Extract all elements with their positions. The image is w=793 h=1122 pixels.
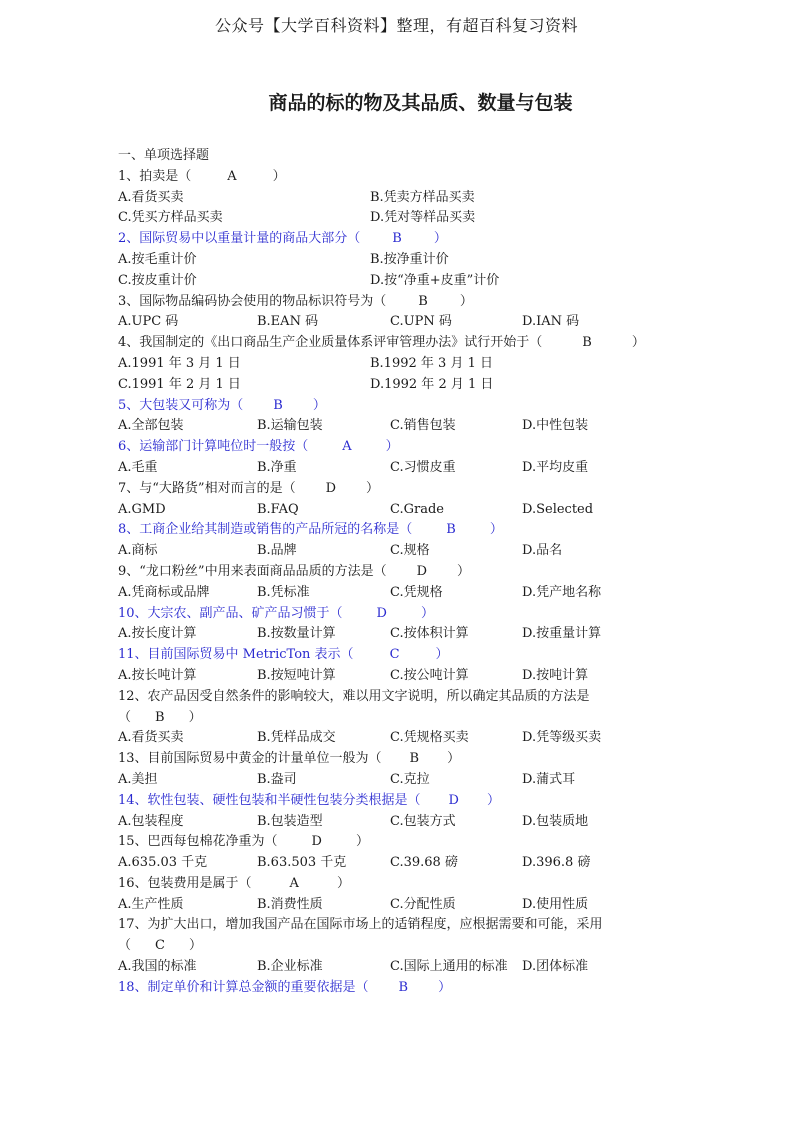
question-text: 1、拍卖是（ [118, 168, 192, 184]
option-item: B.EAN 码 [257, 314, 319, 330]
option-item: B.按数量计算 [257, 626, 336, 642]
question-text: 6、运输部门计算吨位时一般按（ [118, 439, 309, 455]
question-text: 15、巴西每包棉花净重为（ [118, 834, 278, 850]
option-item: C.国际上通用的标准 [390, 959, 508, 975]
option-item: A.商标 [118, 543, 158, 559]
option-item: C.分配性质 [390, 896, 456, 912]
answer-letter: B [392, 231, 402, 247]
option-row [118, 728, 678, 749]
option-row [118, 666, 678, 687]
option-row [118, 770, 678, 791]
option-item: C.按体积计算 [390, 626, 469, 642]
question-text: 4、我国制定的《出口商品生产企业质量体系评审管理办法》试行开始于（ [118, 335, 543, 351]
option-item: A.635.03 千克 [118, 855, 208, 871]
option-item: B.包装造型 [257, 813, 323, 829]
answer-letter: D [448, 792, 459, 808]
answer-letter: D [416, 563, 428, 579]
option-item: B.盎司 [257, 771, 297, 787]
question-stem [118, 396, 678, 417]
option-item: C.克拉 [390, 771, 430, 787]
question-stem [118, 874, 678, 895]
answer-close: ） [459, 293, 473, 309]
question-text: 9、“龙口粉丝”中用来表面商品品质的方法是（ [118, 563, 387, 579]
option-item: B.按净重计价 [370, 251, 449, 267]
answer-letter: A [289, 875, 299, 891]
option-item: D.IAN 码 [522, 314, 580, 330]
option-item: A.看货买卖 [118, 189, 184, 205]
answer-close: ） [272, 168, 286, 184]
question-text: 7、与“大路货”相对而言的是（ [118, 480, 296, 496]
option-item: D.包装质地 [522, 813, 589, 829]
page-header: 公众号【大学百科资料】整理，有超百科复习资料 [214, 16, 578, 35]
option-item: C.习惯皮重 [390, 459, 456, 475]
answer-close: ） [433, 231, 447, 247]
option-item: A.毛重 [118, 459, 158, 475]
answer-letter: C [389, 647, 400, 663]
option-row [118, 541, 678, 562]
question-text: 13、目前国际贸易中黄金的计量单位一般为（ [118, 751, 382, 767]
option-row [118, 624, 678, 645]
answer-letter: D [376, 605, 387, 621]
answer-letter: B [155, 709, 165, 725]
question-text: 14、软性包装、硬性包装和半硬性包装分类根据是（ [118, 792, 421, 808]
option-item: B.企业标准 [257, 959, 323, 975]
answer-close: ） [631, 335, 645, 351]
option-item: B.63.503 千克 [257, 855, 347, 871]
question-stem [118, 562, 678, 583]
option-item: D.凭对等样品买卖 [370, 210, 476, 226]
answer-letter: A [227, 168, 237, 184]
option-item: C.1991 年 2 月 1 日 [118, 376, 241, 392]
option-item: A.UPC 码 [118, 314, 179, 330]
answer-letter: B [418, 293, 428, 309]
question-text: 11、目前国际贸易中 MetricTon 表示（ [118, 647, 354, 663]
question-stem [118, 832, 678, 853]
question-stem [118, 791, 678, 812]
option-item: A.美担 [118, 771, 158, 787]
option-item: D.按重量计算 [522, 626, 602, 642]
answer-close: ） [188, 938, 202, 954]
section-heading: 一、单项选择题 [118, 148, 210, 163]
option-item: B.运输包装 [257, 418, 323, 434]
answer-letter: B [446, 522, 456, 538]
option-row [118, 354, 678, 375]
option-row [118, 375, 678, 396]
option-row [118, 416, 678, 437]
option-item: D.凭等级买卖 [522, 730, 602, 746]
answer-close: ） [366, 480, 380, 496]
option-row [118, 458, 678, 479]
answer-close: ） [420, 605, 434, 621]
answer-close: ） [457, 563, 471, 579]
option-item: A.生产性质 [118, 896, 184, 912]
option-item: B.凭标准 [257, 584, 310, 600]
option-item: B.1992 年 3 月 1 日 [370, 355, 493, 371]
question-text: 16、包装费用是属于（ [118, 875, 252, 891]
option-item: B.凭卖方样品买卖 [370, 189, 475, 205]
option-item: A.GMD [118, 501, 166, 517]
option-item: C.销售包装 [390, 418, 456, 434]
question-stem [118, 437, 678, 458]
question-text: 10、大宗农、副产品、矿产品习惯于（ [118, 605, 343, 621]
question-text: 18、制定单价和计算总金额的重要依据是（ [118, 979, 369, 995]
option-item: D.中性包装 [522, 418, 589, 434]
option-item: B.品牌 [257, 543, 297, 559]
question-text: 17、为扩大出口，增加我国产品在国际市场上的适销程度，应根据需要和可能，采用 [118, 917, 603, 933]
option-item: D.按“净重+皮重”计价 [370, 272, 500, 288]
option-item: C.凭规格 [390, 584, 443, 600]
option-item: C.规格 [390, 543, 430, 559]
option-item: A.按长度计算 [118, 626, 197, 642]
option-row [118, 312, 678, 333]
answer-close: ） [486, 792, 500, 808]
answer-close: ） [336, 875, 350, 891]
answer-letter: B [409, 751, 420, 767]
option-item: C.Grade [390, 501, 444, 517]
answer-letter: A [342, 439, 352, 455]
question-text: 5、大包装又可称为（ [118, 397, 244, 413]
option-row [118, 853, 678, 874]
question-stem [118, 333, 678, 354]
question-stem [118, 167, 678, 188]
option-row [118, 188, 678, 209]
answer-close: ） [188, 709, 202, 725]
option-item: A.按长吨计算 [118, 667, 197, 683]
answer-letter: C [155, 938, 165, 954]
question-text: 12、农产品因受自然条件的影响较大，难以用文字说明，所以确定其品质的方法是 [118, 688, 590, 704]
answer-close: ） [385, 439, 399, 455]
answer-open: （ [118, 938, 132, 954]
option-row [118, 271, 678, 292]
question-stem [118, 687, 678, 708]
option-item: B.FAQ [257, 501, 299, 517]
option-item: A.我国的标准 [118, 959, 197, 975]
answer-letter: D [325, 480, 337, 496]
option-item: D.团体标准 [522, 959, 589, 975]
question-list [118, 146, 678, 999]
page-title: 商品的标的物及其品质、数量与包装 [268, 92, 573, 114]
question-stem [118, 915, 678, 936]
question-stem [118, 292, 678, 313]
answer-close: ） [489, 522, 503, 538]
answer-close: ） [438, 979, 452, 995]
question-stem [118, 520, 678, 541]
option-item: C.按公吨计算 [390, 667, 469, 683]
option-item: D.凭产地名称 [522, 584, 602, 600]
option-item: B.按短吨计算 [257, 667, 336, 683]
answer-letter: B [273, 397, 283, 413]
option-item: D.使用性质 [522, 896, 589, 912]
answer-close: ） [435, 647, 449, 663]
option-row [118, 500, 678, 521]
question-stem [118, 749, 678, 770]
option-row [118, 895, 678, 916]
answer-letter: B [582, 335, 592, 351]
question-text: 3、国际物品编码协会使用的物品标识符号为（ [118, 293, 387, 309]
option-item: A.全部包装 [118, 418, 184, 434]
option-item: C.包装方式 [390, 813, 456, 829]
answer-close: ） [447, 751, 461, 767]
answer-close: ） [355, 834, 369, 850]
option-item: A.1991 年 3 月 1 日 [118, 355, 241, 371]
option-item: C.凭规格买卖 [390, 730, 469, 746]
answer-letter: B [398, 979, 409, 995]
question-stem-continued [118, 936, 678, 957]
option-item: D.1992 年 2 月 1 日 [370, 376, 494, 392]
answer-open: （ [118, 709, 132, 725]
question-stem [118, 978, 678, 999]
question-stem-continued [118, 708, 678, 729]
option-item: A.凭商标或品牌 [118, 584, 210, 600]
option-row [118, 957, 678, 978]
answer-close: ） [312, 397, 326, 413]
option-row [118, 250, 678, 271]
option-item: A.按毛重计价 [118, 251, 197, 267]
option-item: B.消费性质 [257, 896, 323, 912]
option-item: A.看货买卖 [118, 730, 184, 746]
option-item: D.396.8 磅 [522, 855, 591, 871]
question-stem [118, 479, 678, 500]
option-item: B.净重 [257, 459, 297, 475]
option-item: C.按皮重计价 [118, 272, 197, 288]
option-item: A.包装程度 [118, 813, 184, 829]
option-item: C.UPN 码 [390, 314, 452, 330]
question-stem [118, 604, 678, 625]
option-item: C.39.68 磅 [390, 855, 458, 871]
option-item: D.Selected [522, 501, 594, 517]
question-stem [118, 229, 678, 250]
question-text: 2、国际贸易中以重量计量的商品大部分（ [118, 231, 361, 247]
option-row [118, 812, 678, 833]
option-item: C.凭买方样品买卖 [118, 210, 223, 226]
option-item: D.平均皮重 [522, 459, 589, 475]
option-item: D.蒲式耳 [522, 771, 576, 787]
answer-letter: D [311, 834, 322, 850]
option-row [118, 583, 678, 604]
option-item: D.品名 [522, 543, 563, 559]
question-text: 8、工商企业给其制造或销售的产品所冠的名称是（ [118, 522, 413, 538]
option-row [118, 208, 678, 229]
question-stem [118, 645, 678, 666]
option-item: B.凭样品成交 [257, 730, 336, 746]
option-item: D.按吨计算 [522, 667, 589, 683]
